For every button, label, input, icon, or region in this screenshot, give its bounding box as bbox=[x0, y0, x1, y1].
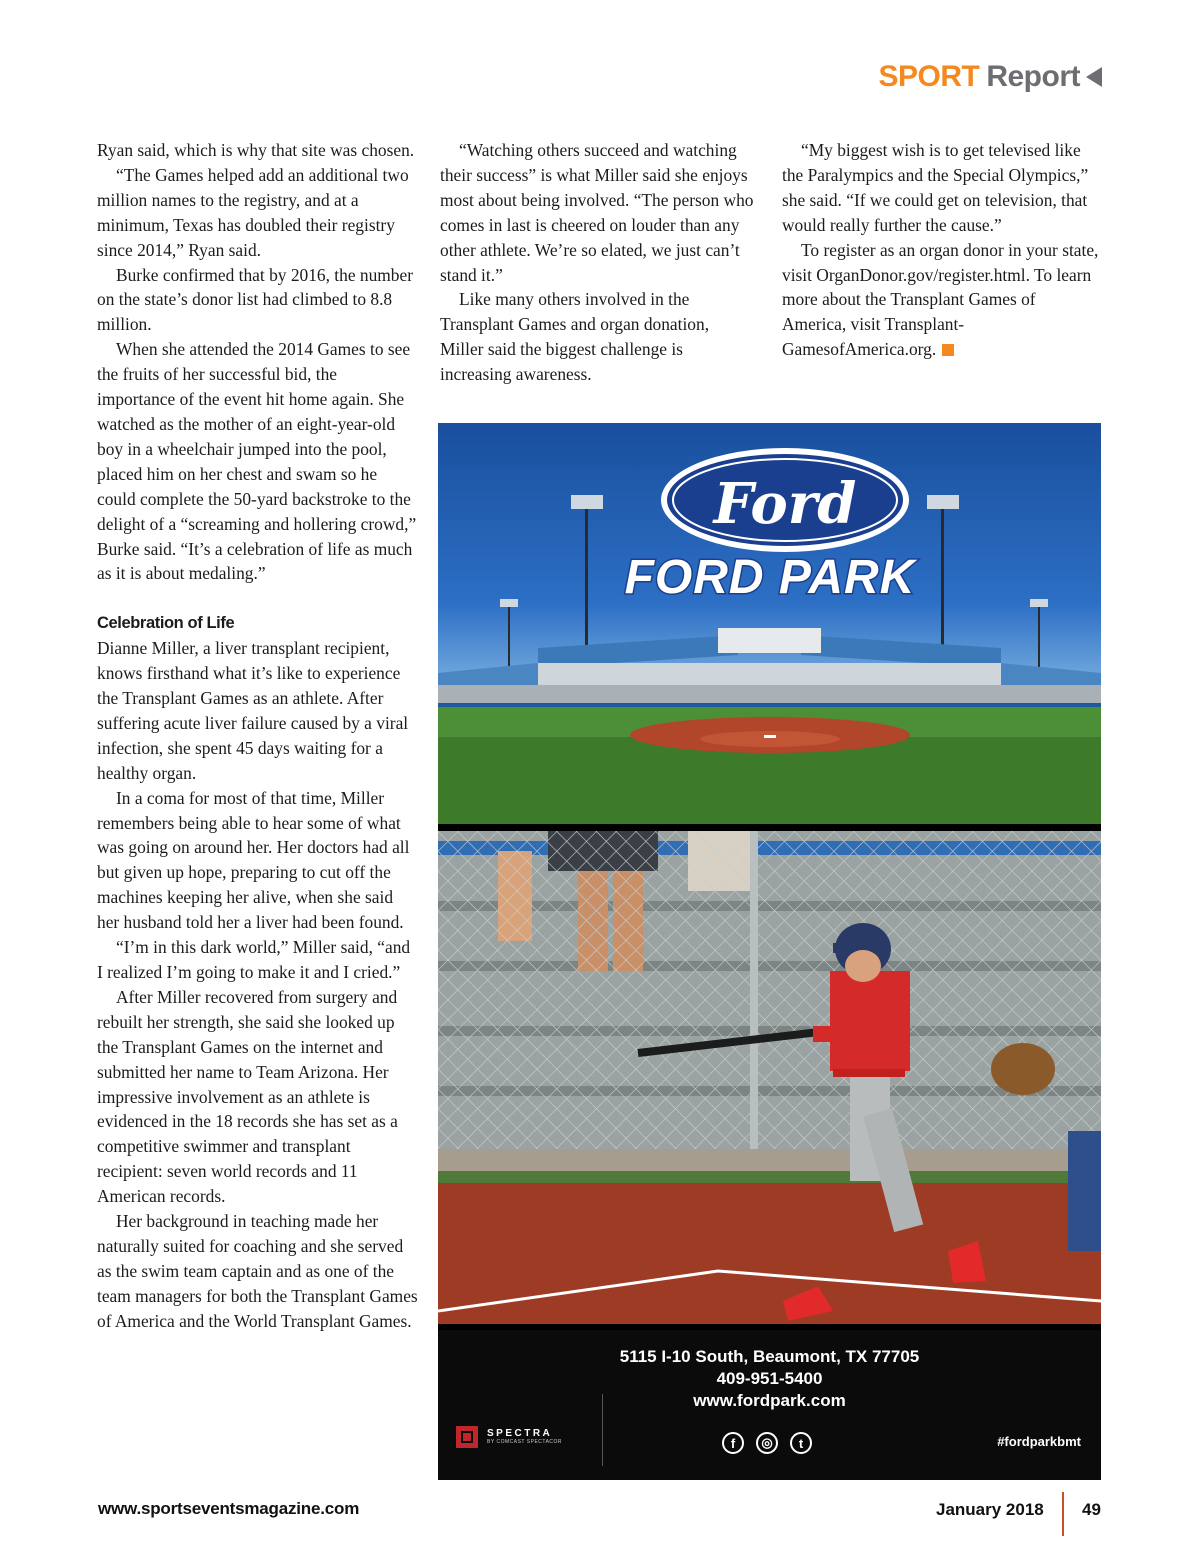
footer-website[interactable]: www.sportseventsmagazine.com bbox=[98, 1499, 360, 1518]
spectra-sub: BY COMCAST SPECTACOR bbox=[487, 1439, 563, 1445]
ford-logo-text: Ford bbox=[713, 471, 857, 537]
article-column-3 bbox=[782, 138, 1102, 362]
header-report: Report bbox=[986, 60, 1080, 93]
paragraph: Dianne Miller, a liver transplant recipient, knows firsthand what it’s like to experience the Transplant Games as an athlete. After suffering acute liver failure caused by a viral infection, she spent 45 days waiting for a healthy organ. bbox=[97, 638, 409, 783]
footer-date: January 2018 bbox=[936, 1500, 1044, 1519]
paragraph: “The Games helped add an additional two million names to the registry, and at a minimum, Texas has doubled their registry since 2014,” Ryan said. bbox=[97, 164, 409, 260]
website-link[interactable]: www.fordpark.com bbox=[693, 1391, 846, 1410]
facebook-icon[interactable]: f bbox=[722, 1432, 744, 1454]
page-number: 49 bbox=[1082, 1500, 1101, 1519]
paragraph: “My biggest wish is to get televised like the Paralympics and the Special Olympics,” she said. “If we could get on television, that would really further the cause.” bbox=[782, 140, 1089, 235]
batter-photo bbox=[438, 831, 1101, 1324]
hashtag: #fordparkbmt bbox=[997, 1434, 1081, 1449]
end-mark-icon bbox=[942, 344, 954, 356]
ad-contact-panel bbox=[438, 1330, 1101, 1480]
paragraph: Like many others involved in the Transplant Games and organ donation, Miller said the biggest challenge is increasing awareness. bbox=[440, 289, 710, 385]
paragraph: Her background in teaching made her naturally suited for coaching and she served as the swim team captain and as one of the team managers for both the Transplant Games of America and the World Transplant Games. bbox=[97, 1211, 418, 1331]
spectra-logo bbox=[456, 1426, 562, 1448]
article-column-1 bbox=[97, 138, 419, 1334]
paragraph: In a coma for most of that time, Miller remembers being able to hear some of what was going on around her. Her doctors had all but given up hope, preparing to cut off the machines keeping her alive, when she said her husband told her a liver had been found. bbox=[97, 787, 410, 933]
spectra-name: SPECTRA bbox=[487, 1428, 553, 1439]
paragraph: “I’m in this dark world,” Miller said, “and I realized I’m going to make it and I cried.” bbox=[97, 937, 411, 982]
triangle-left-icon bbox=[1086, 67, 1102, 87]
section-header bbox=[878, 60, 1102, 94]
paragraph bbox=[782, 238, 1102, 363]
stadium-illustration bbox=[438, 423, 1101, 824]
batter-illustration bbox=[438, 831, 1101, 1324]
paragraph: Ryan said, which is why that site was chosen. bbox=[97, 140, 415, 160]
phone[interactable]: 409-951-5400 bbox=[716, 1369, 823, 1388]
address: 5115 I-10 South, Beaumont, TX 77705 bbox=[619, 1347, 920, 1366]
stadium-photo bbox=[438, 423, 1101, 824]
paragraph: Burke confirmed that by 2016, the number on the state’s donor list had climbed to 8.8 million. bbox=[97, 264, 414, 335]
twitter-icon[interactable]: t bbox=[790, 1432, 812, 1454]
instagram-icon[interactable]: ◎ bbox=[756, 1432, 778, 1454]
header-sport: SPORT bbox=[878, 60, 980, 93]
paragraph: “Watching others succeed and watching their success” is what Miller said she enjoys most about being involved. “The person who comes in last is cheered on louder than any other athlete. We’re so elated, we just can’t stand it.” bbox=[440, 140, 754, 285]
article-column-2 bbox=[440, 138, 756, 387]
paragraph: After Miller recovered from surgery and rebuilt her strength, she said she looked up the Transplant Games on the internet and submitted her name to Team Arizona. Her impressive involvement as an athlete is evidenced in the 18 records she has set as a competitive swimmer and transplant recipient: seven world records and 11 American records. bbox=[97, 986, 398, 1207]
closing-text: To register as an organ donor in your state, visit OrganDonor.gov/register.html. To learn more about the Transplant Games of America, visit Transplant-GamesofAmerica.org. bbox=[782, 239, 1099, 360]
divider bbox=[602, 1394, 603, 1466]
footer-divider bbox=[1062, 1492, 1064, 1536]
paragraph: When she attended the 2014 Games to see the fruits of her successful bid, the importance of the event hit home again. She watched as the mother of an eight-year-old boy in a wheelchair jumped into the pool, placed him on her chest and swam so he could complete the 50-yard backstroke to the delight of a “screaming and hollering crowd,” Burke said. “It’s a celebration of life as much as it is about medaling.” bbox=[97, 339, 417, 584]
subhead: Celebration of Life bbox=[97, 614, 235, 633]
contact-block bbox=[438, 1346, 1101, 1412]
ford-park-title: FORD PARK bbox=[624, 551, 916, 604]
ford-park-advertisement bbox=[438, 423, 1101, 1480]
social-icons bbox=[722, 1432, 812, 1454]
spectra-icon bbox=[456, 1426, 478, 1448]
